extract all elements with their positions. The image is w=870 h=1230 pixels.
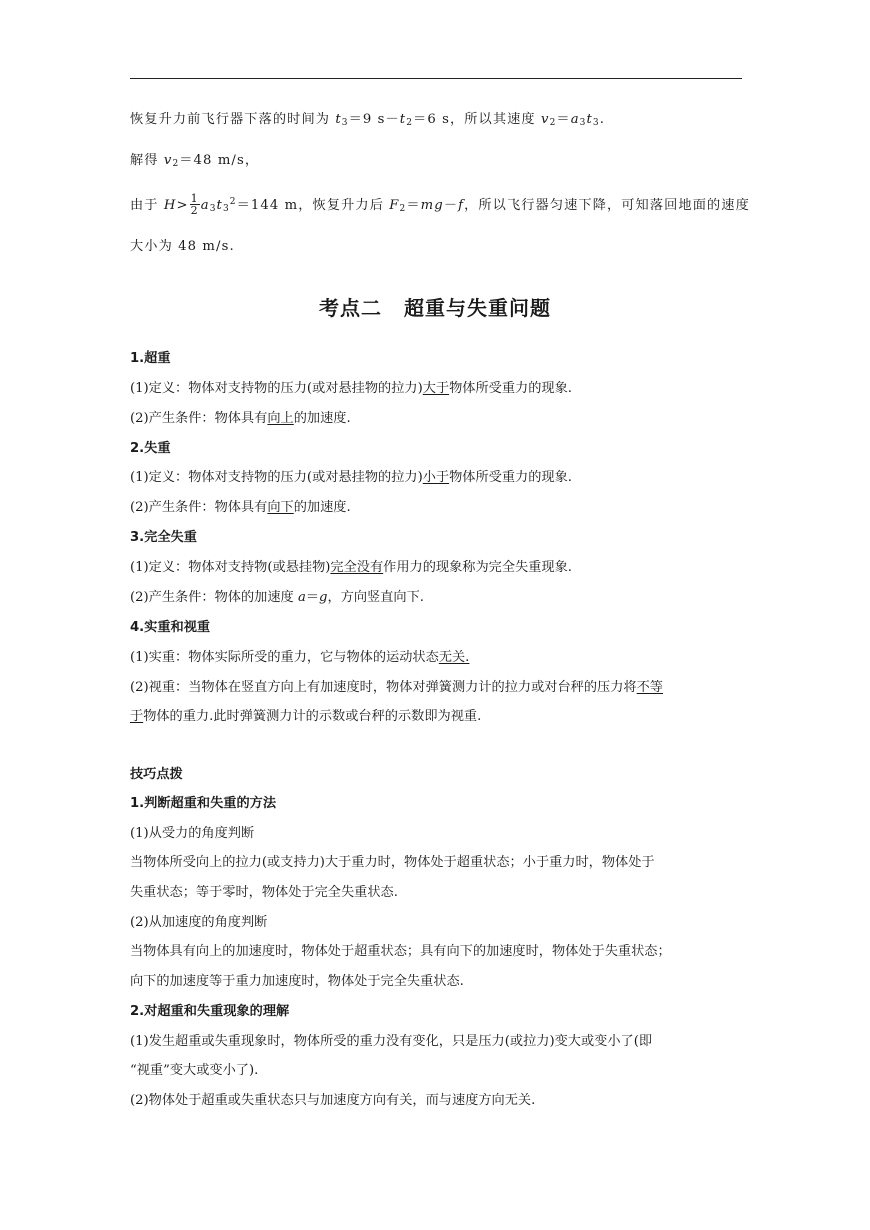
tips-text-2a-line1: (1)发生超重或失重现象时，物体所受的重力没有变化，只是压力(或拉力)变大或变小了(即 (130, 1034, 653, 1049)
tips-heading-2: 2.对超重和失重现象的理解 (130, 1004, 290, 1019)
weightloss-condition: (2)产生条件：物体具有向下的加速度. (130, 500, 351, 515)
apparent-weight-text-2: 于物体的重力.此时弹簧测力计的示数或台秤的示数即为视重. (130, 709, 482, 724)
real-weight-text: (1)实重：物体实际所受的重力，它与物体的运动状态无关. (130, 650, 470, 665)
header-rule (130, 78, 742, 79)
tips-text-1a-line2: 失重状态；等于零时，物体处于完全失重状态. (130, 885, 398, 900)
tips-title: 技巧点拨 (130, 767, 183, 782)
solution-line-2: 解得 $v_2=48$ m/s， (130, 153, 260, 169)
tips-text-1b-line2: 向下的加速度等于重力加速度时，物体处于完全失重状态. (130, 974, 464, 989)
tips-heading-1: 1.判断超重和失重的方法 (130, 796, 277, 811)
tips-sub-1b: (2)从加速度的角度判断 (130, 915, 268, 930)
tips-text-1a-line1: 当物体所受向上的拉力(或支持力)大于重力时，物体处于超重状态；小于重力时，物体处于 (130, 855, 655, 870)
apparent-weight-text-1: (2)视重：当物体在竖直方向上有加速度时，物体对弹簧测力计的拉力或对台秤的压力将不等 (130, 680, 663, 695)
heading-overweight: 1.超重 (130, 351, 171, 366)
complete-weightloss-definition: (1)定义：物体对支持物(或悬挂物)完全没有作用力的现象称为完全失重现象. (130, 560, 572, 575)
weightloss-definition: (1)定义：物体对支持物的压力(或对悬挂物的拉力)小于物体所受重力的现象. (130, 470, 572, 485)
tips-text-1b-line1: 当物体具有向上的加速度时，物体处于超重状态；具有向下的加速度时，物体处于失重状态； (130, 944, 671, 959)
solution-line-3: 由于 H> $\frac{1}{2}$ $a_3t_3^2=144$ m，恢复升力后 $F_2=mg-f$，所以飞行器匀速下降，可知落回地面的速度 (130, 192, 750, 217)
solution-line-4: 大小为 48 m/s. (130, 239, 235, 254)
complete-weightloss-condition: (2)产生条件：物体的加速度 a＝g，方向竖直向下. (130, 590, 424, 605)
tips-sub-1a: (1)从受力的角度判断 (130, 826, 255, 841)
overweight-condition: (2)产生条件：物体具有向上的加速度. (130, 411, 351, 426)
heading-real-apparent-weight: 4.实重和视重 (130, 620, 211, 635)
heading-complete-weightloss: 3.完全失重 (130, 530, 197, 545)
solution-line-1: 恢复升力前飞行器下落的时间为 $t_3=9$ $s-t_2=6$ s，所以其速度 $v_2=a_3t_3$. (130, 112, 606, 128)
tips-text-2a-line2: “视重”变大或变小了). (130, 1063, 259, 1078)
tips-text-2b: (2)物体处于超重或失重状态只与加速度方向有关，而与速度方向无关. (130, 1093, 536, 1108)
overweight-definition: (1)定义：物体对支持物的压力(或对悬挂物的拉力)大于物体所受重力的现象. (130, 381, 572, 396)
heading-weightloss: 2.失重 (130, 441, 171, 456)
section-title: 考点二 超重与失重问题 (319, 296, 551, 320)
fraction-one-half: $\frac{1}{2}$ (190, 192, 199, 217)
